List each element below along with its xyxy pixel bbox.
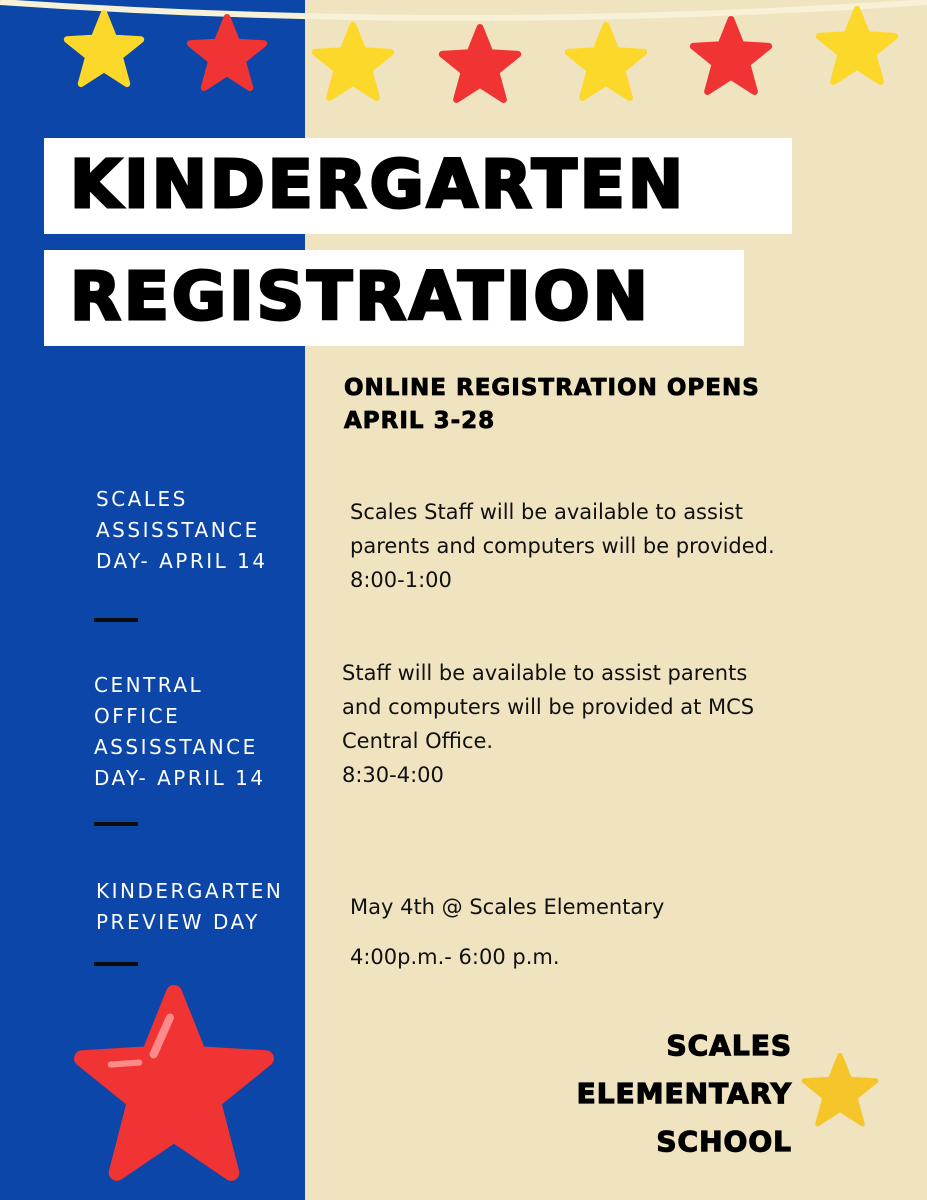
title-line1-box (44, 138, 792, 234)
event-label-preview-day (96, 876, 283, 938)
bunting-star-3-icon (310, 22, 396, 106)
event-desc-line: 4:00p.m.- 6:00 p.m. (350, 945, 560, 969)
event-desc-line: 8:00-1:00 (350, 568, 452, 592)
event-desc-line: May 4th @ Scales Elementary (350, 895, 665, 919)
small-yellow-star-icon (800, 1052, 880, 1132)
event-label-scales-assistance (96, 484, 268, 577)
event-label-line: CENTRAL (94, 673, 204, 697)
event-label-line: DAY- APRIL 14 (94, 766, 266, 790)
title-line2: REGISTRATION (70, 258, 651, 335)
event-label-central-office (94, 670, 266, 794)
bunting-star-1-icon (62, 10, 146, 92)
event-desc-line: Scales Staff will be available to assist (350, 500, 743, 524)
event-desc-line: Staff will be available to assist parents (342, 661, 748, 685)
event-desc-scales-assistance (350, 495, 775, 597)
event-label-line: ASSISSTANCE (96, 518, 260, 542)
event-label-line: SCALES (96, 487, 188, 511)
bunting-star-4-icon (437, 24, 523, 108)
title-line1: KINDERGARTEN (70, 146, 687, 223)
online-registration-dates: APRIL 3-28 (344, 408, 496, 434)
divider-dash (94, 618, 138, 622)
event-desc-central-office (342, 656, 754, 792)
bunting-star-7-icon (814, 6, 900, 90)
title-line2-box (44, 250, 744, 346)
event-label-line: OFFICE (94, 704, 181, 728)
online-registration-heading (344, 372, 760, 438)
event-label-line: PREVIEW DAY (96, 910, 260, 934)
bunting-star-6-icon (688, 16, 774, 100)
event-desc-line: and computers will be provided at MCS (342, 695, 755, 719)
event-desc-preview-day (350, 882, 664, 982)
divider-dash (94, 822, 138, 826)
online-registration-line1: ONLINE REGISTRATION OPENS (344, 375, 760, 401)
event-label-line: ASSISSTANCE (94, 735, 258, 759)
event-desc-line: parents and computers will be provided. (350, 534, 775, 558)
school-name-line2: ELEMENTARY (576, 1077, 792, 1110)
event-label-line: DAY- APRIL 14 (96, 549, 268, 573)
school-name-line3: SCHOOL (656, 1125, 792, 1158)
big-red-star-icon (72, 984, 276, 1190)
bunting-star-2-icon (185, 14, 269, 96)
school-name-line1: SCALES (666, 1029, 792, 1062)
bunting-star-5-icon (563, 22, 649, 106)
event-desc-line: 8:30-4:00 (342, 763, 444, 787)
event-desc-line: Central Office. (342, 729, 494, 753)
school-name (530, 1022, 792, 1166)
divider-dash (94, 962, 138, 966)
event-label-line: KINDERGARTEN (96, 879, 284, 903)
